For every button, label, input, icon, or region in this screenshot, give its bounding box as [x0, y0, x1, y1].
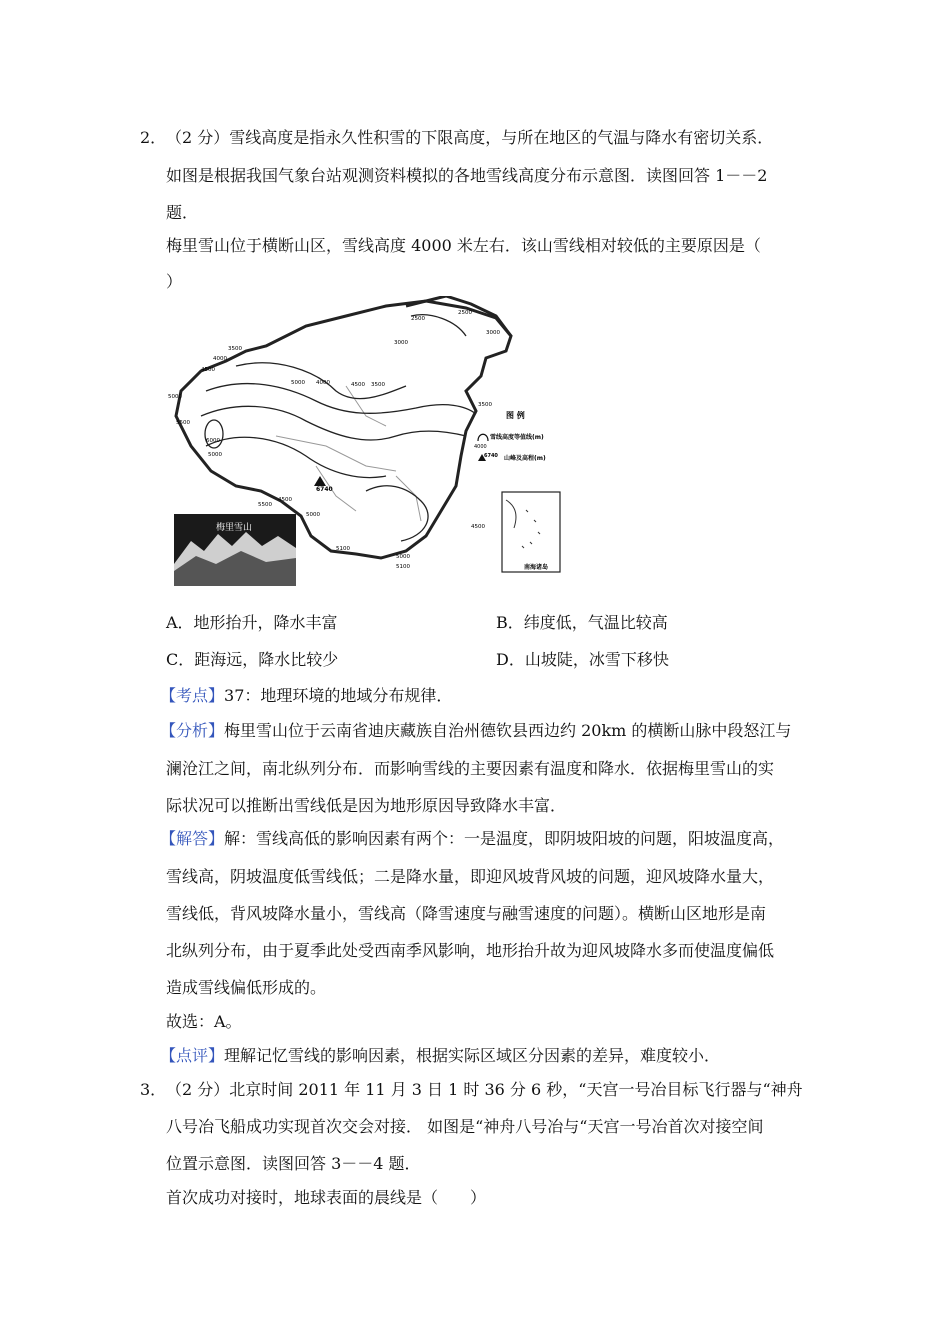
legend-title: 图 例 — [506, 411, 525, 420]
contour-value: 5500 — [176, 420, 190, 426]
fenxi-text: 梅里雪山位于云南省迪庆藏族自治州德钦县西边约 20km 的横断山脉中段怒江与 — [224, 721, 792, 740]
contour-value: 5000 — [168, 394, 182, 400]
jieda-line-2: 雪线高，阴坡温度低雪线低；二是降水量，即迎风坡背风坡的问题，迎风坡降水量大， — [166, 867, 775, 886]
contour-value: 5100 — [336, 546, 350, 552]
contour-value: 4500 — [278, 497, 292, 503]
question-3-number: 3． — [140, 1080, 167, 1099]
contour-value: 5500 — [258, 502, 272, 508]
question-2-line-1: （2 分）雪线高度是指永久性积雪的下限高度，与所在地区的气温与降水有密切关系． — [166, 128, 774, 147]
photo-label: 梅里雪山 — [216, 523, 253, 533]
legend-contour-value: 4000 — [474, 444, 487, 450]
contour-value: 4500 — [351, 382, 365, 388]
option-c[interactable]: C．距海远，降水比较少 — [166, 650, 339, 669]
contour-value: 4500 — [471, 524, 485, 530]
dianping-section — [160, 1046, 720, 1066]
question-2-line-2: 如图是根据我国气象台站观测资料模拟的各地雪线高度分布示意图．读图回答 1－－2 — [166, 166, 768, 185]
option-d[interactable]: D．山坡陡，冰雪下移快 — [496, 650, 669, 669]
fenxi-line-3: 际状况可以推断出雪线低是因为地形原因导致降水丰富． — [166, 796, 567, 815]
jieda-tag: 【解答】 — [160, 829, 225, 848]
contour-value: 5000 — [396, 554, 410, 560]
question-2-stem-end: ） — [166, 272, 183, 291]
legend-peak-label: 山峰及高程(m) — [504, 455, 546, 462]
contour-value: 2500 — [411, 316, 425, 322]
dianping-tag: 【点评】 — [160, 1046, 225, 1065]
contour-value: 6000 — [206, 438, 220, 444]
legend-contour-icon — [478, 434, 488, 441]
fenxi-tag: 【分析】 — [160, 721, 225, 740]
contour-value: 2500 — [458, 310, 472, 316]
legend-peak-value: 6740 — [484, 453, 498, 459]
option-a[interactable]: A．地形抬升，降水丰富 — [166, 613, 338, 632]
jieda-line-1 — [160, 829, 784, 849]
contour-value: 3500 — [371, 382, 385, 388]
answer-line: 故选：A。 — [166, 1012, 242, 1031]
dianping-text: 理解记忆雪线的影响因素，根据实际区域区分因素的差异，难度较小． — [224, 1046, 721, 1065]
map-legend — [474, 410, 546, 462]
meili-mountain-photo — [174, 514, 296, 586]
contour-value: 3500 — [228, 346, 242, 352]
inset-label: 南海诸岛 — [524, 564, 549, 571]
question-3-line-1: （2 分）北京时间 2011 年 11 月 3 日 1 时 36 分 6 秒，“天宫一号冶目标飞行器与“神舟 — [166, 1080, 803, 1099]
kaodian-tag: 【考点】 — [160, 686, 225, 705]
option-b[interactable]: B．纬度低，气温比较高 — [496, 613, 668, 632]
contour-value: 5000 — [291, 380, 305, 386]
jieda-line-5: 造成雪线偏低形成的。 — [166, 978, 327, 997]
question-2-number: 2． — [140, 128, 167, 147]
contour-value: 5100 — [396, 564, 410, 570]
contour-value: 4500 — [201, 367, 215, 373]
legend-contour-label: 雪线高度等值线(m) — [490, 434, 544, 441]
question-3-stem: 首次成功对接时，地球表面的晨线是（ ） — [166, 1188, 487, 1207]
question-3-line-2: 八号冶飞船成功实现首次交会对接． 如图是“神舟八号冶与“天宫一号冶首次对接空间 — [166, 1117, 764, 1136]
contour-value: 3500 — [478, 402, 492, 408]
contour-value: 5000 — [306, 512, 320, 518]
fenxi-line-1 — [160, 721, 791, 741]
peak-elevation-label: 6740 — [316, 486, 333, 493]
question-3-line-3: 位置示意图．读图回答 3－－4 题． — [166, 1154, 421, 1173]
contour-value: 4000 — [316, 380, 330, 386]
jieda-line-4: 北纵列分布，由于夏季此处受西南季风影响，地形抬升故为迎风坡降水多而使温度偏低 — [166, 941, 775, 960]
question-2-line-3: 题． — [166, 203, 199, 222]
jieda-text: 解：雪线高低的影响因素有两个：一是温度，即阴坡阳坡的问题，阳坡温度高， — [224, 829, 785, 848]
question-2-stem: 梅里雪山位于横断山区，雪线高度 4000 米左右．该山雪线相对较低的主要原因是（ — [166, 236, 761, 255]
snowline-map-figure — [166, 296, 586, 590]
fenxi-line-2: 澜沧江之间，南北纵列分布．而影响雪线的主要因素有温度和降水．依据梅里雪山的实 — [166, 759, 775, 778]
south-china-sea-inset — [502, 492, 560, 572]
kaodian-section — [160, 686, 452, 706]
contour-value: 3000 — [486, 330, 500, 336]
contour-value: 3000 — [394, 340, 408, 346]
kaodian-text: 37：地理环境的地域分布规律． — [224, 686, 453, 705]
jieda-line-3: 雪线低，背风坡降水量小，雪线高（降雪速度与融雪速度的问题）。横断山区地形是南 — [166, 904, 767, 923]
contour-value: 4000 — [213, 356, 227, 362]
contour-value: 5000 — [208, 452, 222, 458]
